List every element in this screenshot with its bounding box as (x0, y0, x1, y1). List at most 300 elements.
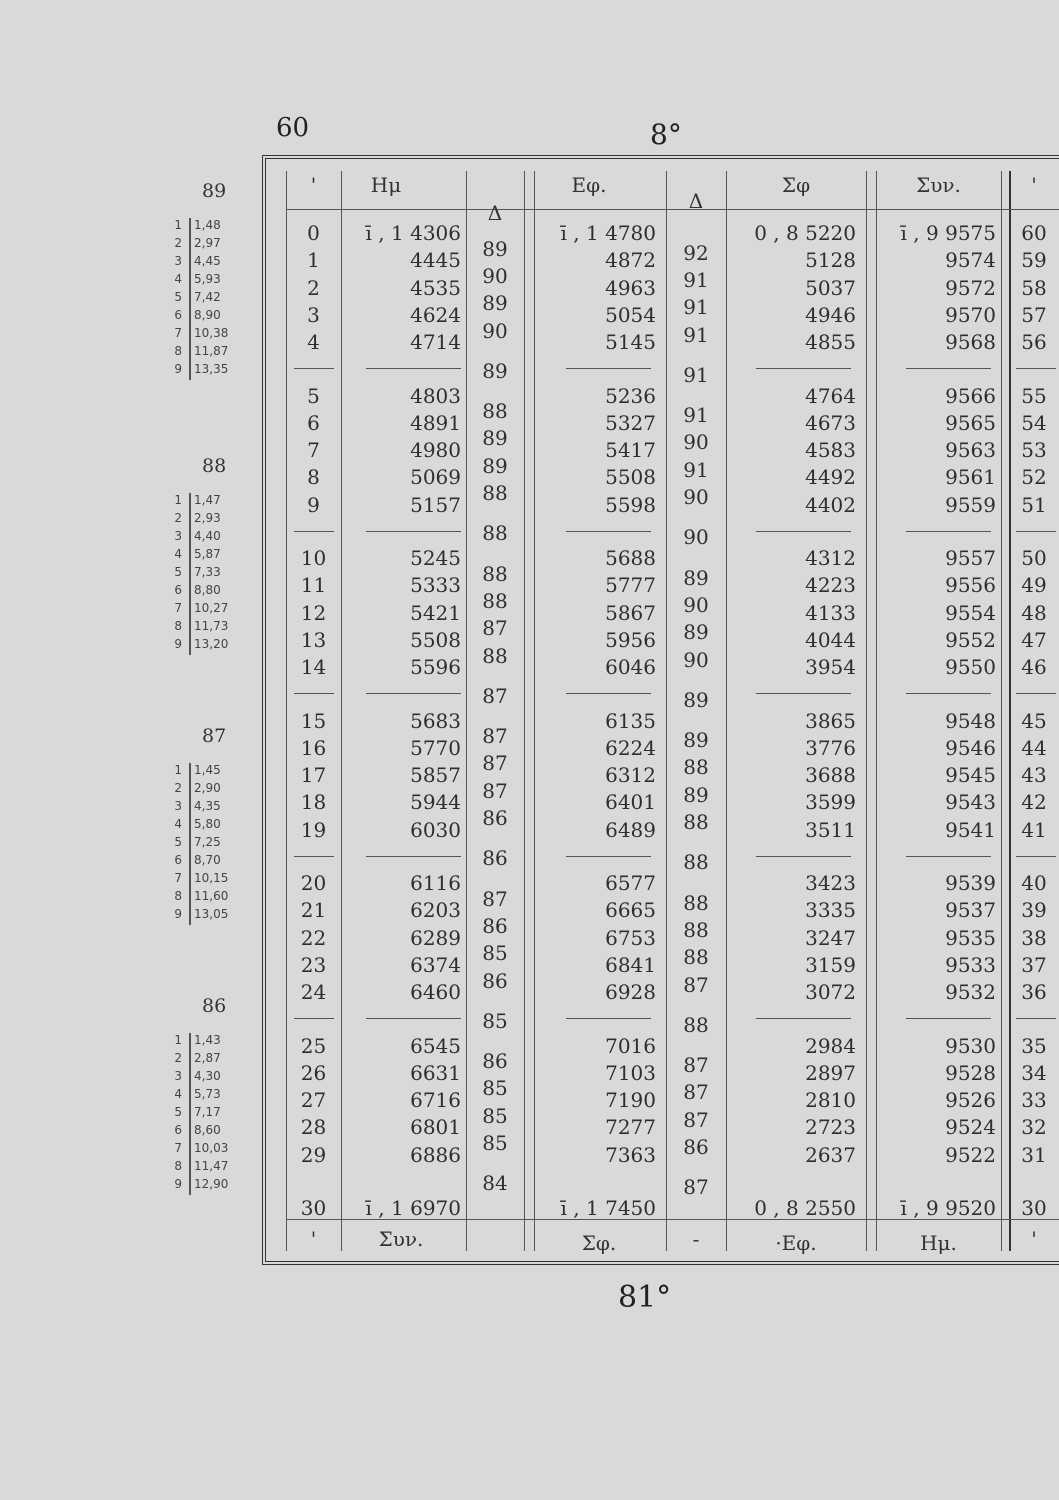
tan-cell: 7190 (605, 1088, 656, 1113)
pp-row (170, 1159, 250, 1174)
cot-cell: 3688 (805, 763, 856, 788)
group-separator (1016, 368, 1056, 369)
minute-cell: 29 (300, 1142, 327, 1167)
sin-cell: 6374 (410, 952, 461, 977)
minute-cell: 0 (307, 221, 320, 245)
group-separator (366, 531, 461, 532)
minute-right-cell: 34 (1021, 1060, 1047, 1085)
group-separator (366, 1018, 461, 1019)
tan-cell: 7363 (605, 1142, 656, 1167)
cot-cell: 0 , 8 2550 (754, 1196, 856, 1220)
minute-right-cell: 56 (1021, 330, 1047, 355)
sin-difference: 90 (482, 318, 508, 343)
group-separator (294, 693, 334, 694)
col-divider (524, 171, 525, 1251)
minute-right-cell: 33 (1021, 1088, 1047, 1113)
pp-row (170, 1123, 250, 1138)
pp-row (170, 853, 250, 868)
pp-value: 5,80 (194, 817, 221, 831)
minute-right-cell: 39 (1021, 898, 1047, 923)
sin-difference: 88 (482, 561, 508, 586)
pp-row (170, 1033, 250, 1048)
minute-cell: 2 (307, 275, 320, 300)
tan-difference: 88 (683, 1012, 709, 1037)
header-diff-2: Δ (688, 189, 704, 213)
pp-index: 6 (174, 308, 182, 322)
tan-difference: 91 (683, 322, 709, 347)
bottom-degree-heading: 81° (618, 1280, 672, 1315)
sin-difference: 89 (482, 291, 508, 316)
tan-cell: 6046 (605, 655, 656, 680)
pp-row (170, 272, 250, 287)
tan-cell: 5867 (605, 600, 656, 625)
tan-difference: 87 (683, 972, 709, 997)
minute-right-cell: 60 (1021, 221, 1047, 245)
cot-cell: 3159 (805, 952, 856, 977)
minute-right-cell: 30 (1021, 1196, 1047, 1220)
minute-right-cell: 37 (1021, 952, 1047, 977)
group-separator (366, 693, 461, 694)
pp-value: 13,20 (194, 637, 229, 651)
pp-index: 6 (174, 583, 182, 597)
pp-index: 7 (174, 871, 182, 885)
pp-value: 8,60 (194, 1123, 221, 1137)
cot-cell: 4583 (805, 438, 856, 463)
pp-title: 87 (202, 725, 227, 747)
minute-cell: 10 (300, 546, 327, 570)
tan-cell: 6841 (605, 952, 656, 977)
tan-difference: 88 (683, 810, 709, 835)
header-cos: Συν. (916, 173, 961, 197)
minute-cell: 20 (300, 871, 327, 895)
pp-value: 2,90 (194, 781, 221, 795)
pp-block (170, 725, 260, 965)
sin-cell: 5157 (410, 492, 461, 517)
cot-cell: 4223 (805, 573, 856, 598)
tan-difference: 87 (683, 1053, 709, 1078)
cot-cell: 2723 (805, 1115, 856, 1140)
minute-right-cell: 42 (1021, 790, 1047, 815)
sin-difference: 85 (482, 941, 508, 966)
tan-difference: 91 (683, 403, 709, 428)
tan-difference: 89 (683, 565, 709, 590)
tan-difference: 87 (683, 1175, 709, 1200)
minute-cell: 7 (307, 438, 320, 463)
pp-value: 4,40 (194, 529, 221, 543)
pp-value: 11,73 (194, 619, 229, 633)
pp-index: 7 (174, 1141, 182, 1155)
cot-cell: 0 , 8 5220 (754, 221, 856, 245)
minute-cell: 18 (300, 790, 327, 815)
tan-cell: 6665 (605, 898, 656, 923)
group-separator (566, 693, 651, 694)
sin-difference: 88 (482, 481, 508, 506)
minute-cell: 22 (300, 925, 327, 950)
minute-cell: 14 (300, 655, 327, 680)
pp-index: 8 (174, 1159, 182, 1173)
sin-cell: 4803 (410, 383, 461, 408)
sin-cell: 6545 (410, 1033, 461, 1058)
pp-row (170, 493, 250, 508)
trig-table (262, 155, 1059, 1265)
pp-index: 2 (174, 236, 182, 250)
sin-difference: 87 (482, 683, 508, 708)
minute-cell: 9 (307, 492, 320, 517)
tan-difference: 89 (683, 728, 709, 753)
tan-difference: 90 (683, 430, 709, 455)
minute-right-cell: 53 (1021, 438, 1047, 463)
sin-cell: 5596 (410, 655, 461, 680)
sin-difference: 85 (482, 1076, 508, 1101)
sin-cell: 5944 (410, 790, 461, 815)
col-divider (1001, 171, 1002, 1251)
sin-difference: 85 (482, 1103, 508, 1128)
pp-index: 5 (174, 1105, 182, 1119)
sin-cell: 6460 (410, 980, 461, 1005)
pp-row (170, 907, 250, 922)
group-separator (1016, 693, 1056, 694)
sin-cell: 5333 (410, 573, 461, 598)
page-number: 60 (276, 113, 310, 143)
pp-row (170, 889, 250, 904)
minute-cell: 17 (300, 763, 327, 788)
sin-difference: 88 (482, 643, 508, 668)
pp-row (170, 637, 250, 652)
sin-cell: 5857 (410, 763, 461, 788)
minute-cell: 26 (300, 1060, 327, 1085)
group-separator (1016, 1018, 1056, 1019)
sin-cell: 4714 (410, 330, 461, 355)
tan-cell: 5508 (605, 465, 656, 490)
group-separator (366, 856, 461, 857)
cos-cell: 9541 (945, 817, 996, 842)
cos-cell: 9563 (945, 438, 996, 463)
group-separator (566, 531, 651, 532)
sin-difference: 87 (482, 724, 508, 749)
pp-value: 13,35 (194, 362, 229, 376)
pp-index: 3 (174, 254, 182, 268)
tan-cell: 5236 (605, 383, 656, 408)
tan-cell: 7103 (605, 1060, 656, 1085)
cos-cell: 9524 (945, 1115, 996, 1140)
cos-cell: 9548 (945, 708, 996, 733)
sin-difference: 84 (482, 1171, 508, 1196)
cos-cell: 9537 (945, 898, 996, 923)
tan-cell: 5956 (605, 627, 656, 652)
pp-value: 12,90 (194, 1177, 229, 1191)
cos-cell: ī , 9 9575 (900, 221, 996, 245)
footer-tan: ·Εφ. (775, 1231, 817, 1255)
pp-block (170, 455, 260, 695)
pp-row (170, 529, 250, 544)
cot-cell: 4402 (805, 492, 856, 517)
minute-cell: 13 (300, 627, 327, 652)
pp-value: 5,87 (194, 547, 221, 561)
pp-row (170, 1069, 250, 1084)
sin-cell: 6289 (410, 925, 461, 950)
pp-index: 2 (174, 781, 182, 795)
pp-value: 1,43 (194, 1033, 221, 1047)
footer-sin: Ημ. (920, 1231, 957, 1255)
cos-cell: ī , 9 9520 (900, 1196, 996, 1220)
cot-cell: 4133 (805, 600, 856, 625)
footer-cot: Σφ. (581, 1231, 617, 1255)
pp-value: 1,47 (194, 493, 221, 507)
tan-difference: 89 (683, 782, 709, 807)
cot-cell: 5128 (805, 248, 856, 273)
sin-difference: 85 (482, 1008, 508, 1033)
group-separator (366, 368, 461, 369)
pp-row (170, 308, 250, 323)
pp-title: 86 (202, 995, 227, 1017)
sin-cell: 6116 (410, 871, 461, 895)
cos-cell: 9532 (945, 980, 996, 1005)
cot-cell: 3335 (805, 898, 856, 923)
sin-cell: 6030 (410, 817, 461, 842)
pp-row (170, 511, 250, 526)
pp-row (170, 326, 250, 341)
pp-row (170, 763, 250, 778)
pp-index: 9 (174, 907, 182, 921)
sin-difference: 89 (482, 426, 508, 451)
cos-cell: 9568 (945, 330, 996, 355)
cos-cell: 9530 (945, 1033, 996, 1058)
cos-cell: 9543 (945, 790, 996, 815)
group-separator (756, 693, 851, 694)
col-divider (341, 171, 342, 1251)
sin-cell: 5069 (410, 465, 461, 490)
pp-value: 7,33 (194, 565, 221, 579)
pp-index: 3 (174, 799, 182, 813)
minute-right-cell: 38 (1021, 925, 1047, 950)
tan-difference: 88 (683, 890, 709, 915)
minute-cell: 5 (307, 383, 320, 408)
cot-cell: 3954 (805, 655, 856, 680)
pp-row (170, 781, 250, 796)
pp-value: 10,38 (194, 326, 229, 340)
pp-row (170, 254, 250, 269)
minute-right-cell: 46 (1021, 655, 1047, 680)
minute-cell: 1 (307, 248, 320, 273)
group-separator (1016, 531, 1056, 532)
pp-row (170, 362, 250, 377)
tan-cell: 7277 (605, 1115, 656, 1140)
pp-value: 10,15 (194, 871, 229, 885)
pp-index: 8 (174, 889, 182, 903)
cot-cell: 4764 (805, 383, 856, 408)
cos-cell: 9566 (945, 383, 996, 408)
sin-difference: 90 (482, 263, 508, 288)
minute-right-cell: 59 (1021, 248, 1047, 273)
col-divider (726, 171, 727, 1251)
pp-index: 4 (174, 547, 182, 561)
cot-cell: 3776 (805, 735, 856, 760)
pp-value: 10,03 (194, 1141, 229, 1155)
cot-cell: 2984 (805, 1033, 856, 1058)
sin-cell: 6631 (410, 1060, 461, 1085)
header-sin: Ημ (370, 173, 402, 197)
tan-difference: 90 (683, 485, 709, 510)
pp-value: 7,17 (194, 1105, 221, 1119)
minute-cell: 25 (300, 1033, 327, 1058)
header-tan: Εφ. (571, 173, 607, 197)
pp-value: 2,93 (194, 511, 221, 525)
pp-value: 8,90 (194, 308, 221, 322)
group-separator (756, 368, 851, 369)
minute-right-cell: 48 (1021, 600, 1047, 625)
sin-cell: 6886 (410, 1142, 461, 1167)
pp-row (170, 344, 250, 359)
tan-difference: 91 (683, 457, 709, 482)
cot-cell: 2897 (805, 1060, 856, 1085)
tan-difference: 89 (683, 620, 709, 645)
sin-difference: 88 (482, 588, 508, 613)
tan-cell: ī , 1 4780 (560, 221, 656, 245)
cot-cell: 4492 (805, 465, 856, 490)
pp-row (170, 583, 250, 598)
sin-cell: 5245 (410, 546, 461, 570)
pp-index: 6 (174, 1123, 182, 1137)
pp-index: 2 (174, 511, 182, 525)
cos-cell: 9526 (945, 1088, 996, 1113)
tan-difference: 92 (683, 240, 709, 265)
minute-right-cell: 40 (1021, 871, 1047, 895)
minute-cell: 8 (307, 465, 320, 490)
sin-cell: 6801 (410, 1115, 461, 1140)
sin-cell: 5683 (410, 708, 461, 733)
tan-difference: 90 (683, 525, 709, 550)
sin-difference: 89 (482, 453, 508, 478)
pp-index: 3 (174, 529, 182, 543)
tan-cell: 6489 (605, 817, 656, 842)
group-separator (566, 1018, 651, 1019)
pp-block (170, 995, 260, 1235)
cot-cell: 4044 (805, 627, 856, 652)
tan-cell: 5145 (605, 330, 656, 355)
minute-right-cell: 51 (1021, 492, 1047, 517)
minute-right-cell: 58 (1021, 275, 1047, 300)
cot-cell: 2810 (805, 1088, 856, 1113)
pp-index: 2 (174, 1051, 182, 1065)
sin-cell: ī , 1 6970 (365, 1196, 461, 1220)
minute-right-cell: 50 (1021, 546, 1047, 570)
group-separator (756, 856, 851, 857)
sin-difference: 87 (482, 751, 508, 776)
cot-cell: 3511 (805, 817, 856, 842)
minute-right-cell: 47 (1021, 627, 1047, 652)
sin-cell: 4891 (410, 410, 461, 435)
pp-index: 4 (174, 272, 182, 286)
sin-cell: 5421 (410, 600, 461, 625)
pp-index: 7 (174, 601, 182, 615)
tan-difference: 89 (683, 687, 709, 712)
tan-cell: ī , 1 7450 (560, 1196, 656, 1220)
header-minutes: ' (310, 173, 317, 197)
minute-right-cell: 49 (1021, 573, 1047, 598)
pp-index: 6 (174, 853, 182, 867)
sin-difference: 86 (482, 1049, 508, 1074)
sin-cell: 4980 (410, 438, 461, 463)
cos-cell: 9550 (945, 655, 996, 680)
pp-index: 9 (174, 1177, 182, 1191)
tan-cell: 6312 (605, 763, 656, 788)
pp-index: 1 (174, 218, 182, 232)
pp-value: 4,35 (194, 799, 221, 813)
group-separator (756, 1018, 851, 1019)
tan-cell: 5417 (605, 438, 656, 463)
pp-row (170, 565, 250, 580)
pp-value: 7,42 (194, 290, 221, 304)
pp-value: 10,27 (194, 601, 229, 615)
pp-index: 4 (174, 817, 182, 831)
pp-row (170, 1105, 250, 1120)
footer-minutes-right: ' (1031, 1227, 1037, 1251)
sin-cell: 4445 (410, 248, 461, 273)
header-cot: Σφ (781, 173, 811, 197)
tan-difference: 91 (683, 362, 709, 387)
cos-cell: 9545 (945, 763, 996, 788)
group-separator (294, 1018, 334, 1019)
cos-cell: 9570 (945, 302, 996, 327)
tan-cell: 6577 (605, 871, 656, 895)
minute-cell: 30 (300, 1196, 327, 1220)
tan-cell: 5688 (605, 546, 656, 570)
pp-row (170, 619, 250, 634)
minute-cell: 3 (307, 302, 320, 327)
footer-cos: Συν. (378, 1227, 424, 1251)
pp-index: 5 (174, 290, 182, 304)
cos-cell: 9552 (945, 627, 996, 652)
minute-cell: 21 (300, 898, 327, 923)
minute-right-cell: 55 (1021, 383, 1047, 408)
cos-cell: 9546 (945, 735, 996, 760)
pp-row (170, 290, 250, 305)
cos-cell: 9574 (945, 248, 996, 273)
sin-cell: 5770 (410, 735, 461, 760)
header-diff-1: Δ (487, 201, 503, 225)
pp-index: 1 (174, 1033, 182, 1047)
sin-difference: 89 (482, 236, 508, 261)
pp-index: 5 (174, 565, 182, 579)
tan-difference: 88 (683, 850, 709, 875)
cos-cell: 9572 (945, 275, 996, 300)
footer-minutes: ' (310, 1227, 317, 1251)
minute-cell: 16 (300, 735, 327, 760)
tan-cell: 5054 (605, 302, 656, 327)
group-separator (294, 368, 334, 369)
cos-cell: 9533 (945, 952, 996, 977)
minute-cell: 15 (300, 708, 327, 733)
cos-cell: 9535 (945, 925, 996, 950)
cos-cell: 9554 (945, 600, 996, 625)
sin-difference: 86 (482, 968, 508, 993)
minute-cell: 23 (300, 952, 327, 977)
pp-value: 2,87 (194, 1051, 221, 1065)
tan-cell: 6224 (605, 735, 656, 760)
cos-cell: 9539 (945, 871, 996, 895)
tan-difference: 88 (683, 917, 709, 942)
group-separator (566, 856, 651, 857)
pp-value: 13,05 (194, 907, 229, 921)
sin-difference: 85 (482, 1131, 508, 1156)
header-minutes-right: ' (1031, 173, 1037, 197)
footer-diff: - (692, 1227, 700, 1251)
tan-cell: 4872 (605, 248, 656, 273)
tan-difference: 90 (683, 647, 709, 672)
pp-row (170, 835, 250, 850)
pp-row (170, 799, 250, 814)
pp-row (170, 218, 250, 233)
